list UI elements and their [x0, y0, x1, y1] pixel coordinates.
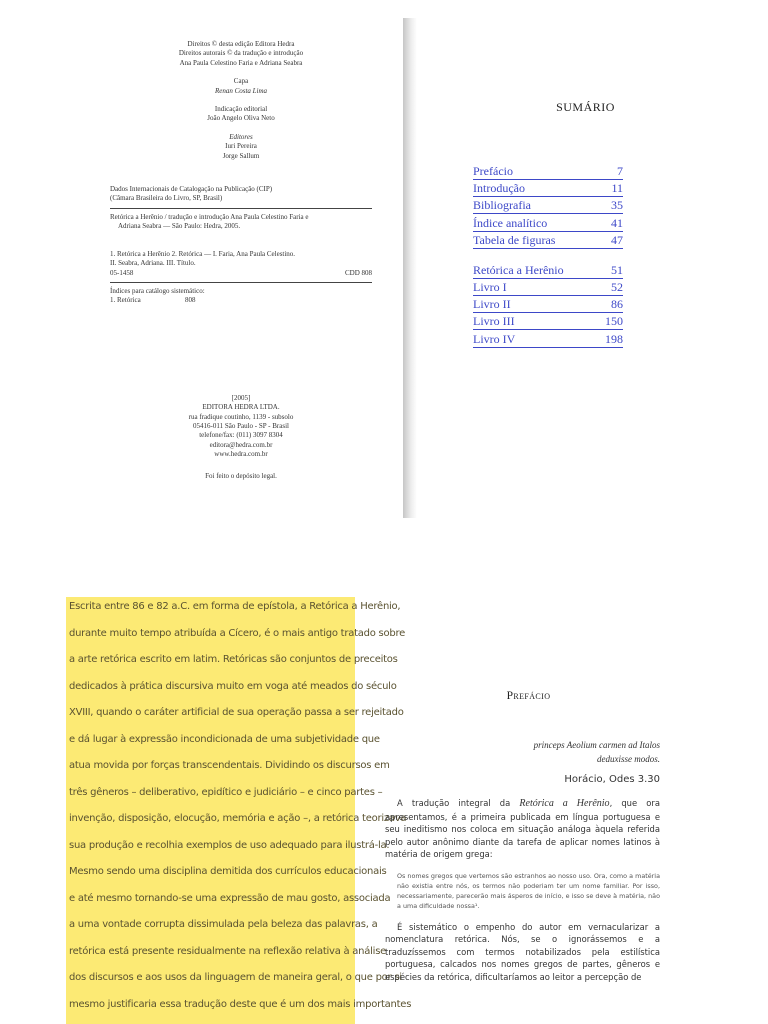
scan-line: invenção, disposição, elocução, memória e ação –, a retórica teorizava: [69, 813, 407, 824]
preface-page: [385, 690, 660, 983]
rights-line: Ana Paula Celestino Faria e Adriana Seabra: [179, 58, 303, 67]
subject-line: 1. Retórica a Herênio 2. Retórica — I. Faria, Ana Paula Celestino.: [110, 249, 296, 258]
cip-header-line: (Câmara Brasileira do Livro, SP, Brasil): [110, 194, 223, 203]
toc-page: 150: [605, 314, 623, 329]
toc-page: 11: [611, 181, 623, 196]
record-number: 05-1458: [110, 268, 134, 277]
cover-credit: [110, 77, 372, 96]
toc-label: Retórica a Herênio: [473, 262, 564, 277]
scan-line: a uma vontade corrupta dissimulada pela beleza das palavras, a: [69, 919, 378, 930]
index-entry: 1. Retórica: [110, 296, 141, 305]
colophon-page: [110, 40, 372, 481]
toc-page: 41: [611, 215, 623, 230]
address-line: 05416-011 São Paulo - SP - Brasil: [193, 421, 289, 430]
toc-page: 35: [611, 198, 623, 213]
epigraph-source: Horácio, Odes 3.30: [564, 774, 660, 785]
editors-label: Editores: [229, 132, 253, 141]
subject-line: II. Seabra, Adriana. III. Título.: [110, 259, 196, 268]
toc-page: 86: [611, 297, 623, 312]
indication-credit: [110, 105, 372, 124]
scan-line: atua movida por forças transcendentais. Dividindo os discursos em: [69, 760, 390, 771]
epigraph-line: deduxisse modos.: [597, 754, 660, 764]
cip-block: [110, 185, 372, 306]
year: [2005]: [231, 393, 251, 402]
toc-main-text: [473, 263, 623, 348]
epigraph-line: princeps Aeolium carmen ad Italos: [533, 740, 660, 750]
scan-line: durante muito tempo atribuída a Cícero, é o mais antigo tratado sobre: [69, 627, 405, 639]
work-title: Retórica a Herênio: [519, 798, 610, 809]
toc-label: Bibliografia: [473, 198, 531, 213]
toc-link-livro-ii[interactable]: [473, 297, 623, 313]
scan-line: dedicados à prática discursiva muito em voga até meados do século: [69, 680, 397, 692]
page-gutter-shadow: [403, 18, 417, 518]
toc-label: Livro II: [473, 297, 511, 312]
scan-line: Mesmo sendo uma disciplina demitida dos currículos educacionais: [69, 866, 387, 877]
preface-paragraph: [385, 797, 660, 861]
publisher-name: EDITORA HEDRA LTDA.: [202, 403, 280, 412]
preface-paragraph: É sistemático o empenho do autor em vernacularizar a nomenclatura retórica. Nós, se o ignorássemos e a traduzíssemos com termos notabilizados pela estilística portuguesa, calcados nos nomes gregos de partes, gêneros e espécies da retórica, dificultaríamos ao leitor a percepção de: [385, 921, 660, 982]
epigraph: [385, 738, 660, 766]
address-line: www.hedra.com.br: [214, 450, 268, 459]
address-line: rua fradique coutinho, 1139 - subsolo: [188, 412, 294, 421]
summary-title: SUMÁRIO: [556, 100, 615, 114]
toc-label: Prefácio: [473, 164, 513, 178]
toc-link-livro-iv[interactable]: [473, 332, 623, 348]
index-label: Índices para catálogo sistemático:: [110, 286, 205, 295]
toc-page: 198: [605, 331, 623, 346]
scan-line: XVIII, quando o caráter artificial de sua operação passa a ser rejeitado: [69, 707, 404, 718]
toc-link-bibliografia[interactable]: [473, 198, 623, 214]
divider: [110, 208, 372, 209]
toc-label: Livro I: [473, 279, 507, 294]
divider: [110, 282, 372, 283]
cdd-code: CDD 808: [344, 268, 372, 277]
rights-block: [110, 40, 372, 68]
rights-line: Direitos autorais © da tradução e introdução: [178, 49, 304, 58]
rights-line: Direitos © desta edição Editora Hedra: [187, 40, 295, 48]
cover-name: Renan Costa Lima: [214, 86, 268, 95]
legal-deposit: Foi feito o depósito legal.: [205, 471, 277, 480]
toc-link-retorica-a-herenio[interactable]: [473, 263, 623, 279]
editors-credit: [110, 133, 372, 161]
address-line: editora@hedra.com.br: [209, 440, 273, 449]
cip-entry-line: Adriana Seabra — São Paulo: Hedra, 2005.: [118, 222, 241, 231]
editor-name: Iuri Pereira: [225, 142, 257, 151]
scan-line: três gêneros – deliberativo, epidítico e judiciário – e cinco partes –: [69, 786, 383, 798]
block-quote: Os nomes gregos que vertemos são estranhos ao nosso uso. Ora, como a matéria não existia entre nós, os termos não poderiam ter um nome familiar. Por isso, necessariamente, parecerão mais ásperos de início, e isso se deve à matéria, não a uma dificuldade nossa¹.: [397, 871, 660, 910]
cover-label: Capa: [233, 77, 249, 86]
cip-entry-line: Retórica a Herênio / tradução e introdução Ana Paula Celestino Faria e: [110, 212, 309, 221]
toc-label: Tabela de figuras: [473, 232, 556, 247]
toc-page: 52: [611, 279, 623, 294]
index-number: 808: [185, 296, 196, 305]
scan-line: e até mesmo tornando-se uma expressão de mau gosto, associada: [69, 892, 391, 904]
toc-link-prefacio[interactable]: [473, 164, 623, 180]
scan-line: sua produção e recolhia exemplos de uso adequado para ilustrá-la.: [69, 839, 390, 851]
scan-line: e dá lugar à expressão incondicionada de uma subjetividade que: [69, 733, 380, 745]
address-line: telefone/fax: (011) 3097 8304: [199, 431, 283, 440]
paragraph-text: A tradução integral da: [397, 798, 520, 808]
cip-header-line: Dados Internacionais de Catalogação na Publicação (CIP): [110, 185, 273, 194]
indication-label: Indicação editorial: [214, 105, 268, 114]
preface-title: Prefácio: [506, 690, 551, 702]
editor-name: Jorge Sallum: [222, 151, 260, 160]
toc-link-indice-analitico[interactable]: [473, 216, 623, 232]
toc-page: 7: [617, 164, 623, 178]
paragraph-text: , que ora apresentamos, é a primeira publicada em língua portuguesa e seu ineditismo nos coloca em situação análoga àquela referida pelo autor anônimo diante da tarefa de aplicar nomes latinos à matéria de origem grega:: [385, 798, 660, 859]
index-row: [110, 296, 372, 305]
imprint-block: [110, 394, 372, 481]
scan-line: dos discursos e aos usos da linguagem de maneira geral, o que por si: [69, 972, 402, 983]
indication-name: João Angelo Oliva Neto: [207, 114, 275, 123]
scan-line: a arte retórica escrito em latim. Retóricas são conjuntos de preceitos: [69, 654, 398, 665]
toc-page: 51: [611, 262, 623, 277]
toc-label: Índice analítico: [473, 215, 548, 230]
toc-page: 47: [611, 232, 623, 247]
summary-page: [403, 18, 768, 518]
scan-line: mesmo justificaria essa tradução deste que é um dos mais importantes: [69, 998, 412, 1010]
toc-front-matter: [473, 164, 623, 249]
table-of-contents: [473, 164, 623, 349]
toc-link-livro-iii[interactable]: [473, 314, 623, 330]
toc-label: Livro III: [473, 314, 515, 329]
toc-label: Livro IV: [473, 331, 516, 346]
scan-line: Escrita entre 86 e 82 a.C. em forma de epístola, a Retórica a Herênio,: [69, 601, 401, 612]
record-row: [110, 269, 372, 278]
toc-label: Introdução: [473, 181, 525, 196]
toc-link-livro-i[interactable]: [473, 280, 623, 296]
scan-line: retórica está presente residualmente na reflexão relativa à análise: [69, 945, 387, 957]
toc-link-introducao[interactable]: [473, 181, 623, 197]
highlighted-text-scan: [66, 597, 412, 1024]
toc-link-tabela-de-figuras[interactable]: [473, 233, 623, 249]
